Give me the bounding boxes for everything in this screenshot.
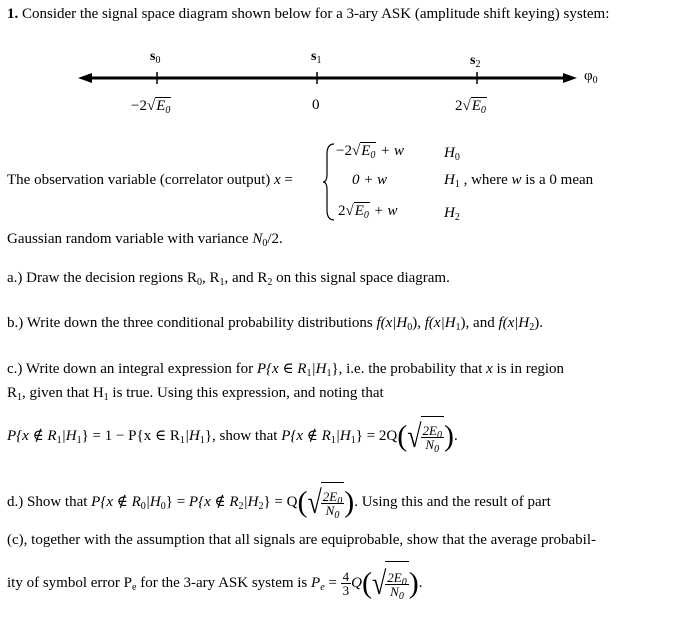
part-c-line2: $R_1$, given that $H_1$ is true. Using this expression, and noting that xyxy=(7,385,384,403)
observation-lead: The observation variable (correlator output) x = xyxy=(7,172,293,188)
label-s2: $s_2$ xyxy=(470,53,481,70)
axis-arrow-left xyxy=(78,73,92,83)
hyp-h2: $H_2$ xyxy=(444,205,460,223)
label-phi0: $\varphi_0$ xyxy=(584,68,598,86)
coord-s1: 0 xyxy=(312,97,320,113)
label-s1: $s_1$ xyxy=(311,49,322,66)
part-a: a.) Draw the decision regions $R_0$, $R_1$, and $R_2$ on this signal space diagram. xyxy=(7,270,450,288)
part-b: b.) Write down the three conditional probability distributions $f(x|H_0)$, $f(x|H_1)$, and $f(x|H_2)$. xyxy=(7,315,543,333)
axis-arrow-right xyxy=(563,73,577,83)
signal-space-diagram xyxy=(0,0,676,130)
observation-line2: Gaussian random variable with variance $N_0/2$. xyxy=(7,231,283,249)
part-c-line1: c.) Write down an integral expression for P{x ∈ $R_1|H_1$}, i.e. the probability that x is in region xyxy=(7,361,565,379)
part-d-line3: ity of symbol error $P_e$ for the 3-ary ASK system is $P_e$ = $\frac{4}{3}$ Q(√ $\frac{2E_0}{N_0}$ ). xyxy=(7,561,422,605)
problem-number: 1. xyxy=(7,6,19,22)
label-s0: $s_0$ xyxy=(150,49,161,66)
part-d-line2: (c), together with the assumption that all signals are equiprobable, show that the average probabil- xyxy=(7,532,596,548)
part-c-equation: P{x ∉ $R_1|H_1\} = 1 - P\{x$ ∈ $R_1|H_1$}, show that P{x ∉ $R_1|H_1\} = 2Q(√$ $\frac{2E_0}{N_0}$ ). xyxy=(7,417,458,456)
hyp-h1: $H_1$ , where w is a 0 mean xyxy=(444,172,594,190)
coord-s0: $-2√E_0$ xyxy=(131,98,171,116)
case-h2: $2√E_0 + w$ xyxy=(338,203,398,221)
case-h1: 0 + w xyxy=(352,172,388,188)
cases-brace xyxy=(322,142,336,222)
part-d-line1: d.) Show that P{x ∉ $R_0|H_0\} = P\{x$ ∉ $R_2|H_2\} = Q(√$ $\frac{2E_0}{N_0}$ ). Using this and the result of part xyxy=(7,483,551,522)
problem-intro-text: Consider the signal space diagram shown below for a 3-ary ASK (amplitude shift keying) system: xyxy=(22,6,610,22)
coord-s2: $2√E_0$ xyxy=(455,98,486,116)
case-h0: $-2√E_0 + w$ xyxy=(336,143,405,161)
hyp-h0: $H_0$ xyxy=(444,145,460,163)
